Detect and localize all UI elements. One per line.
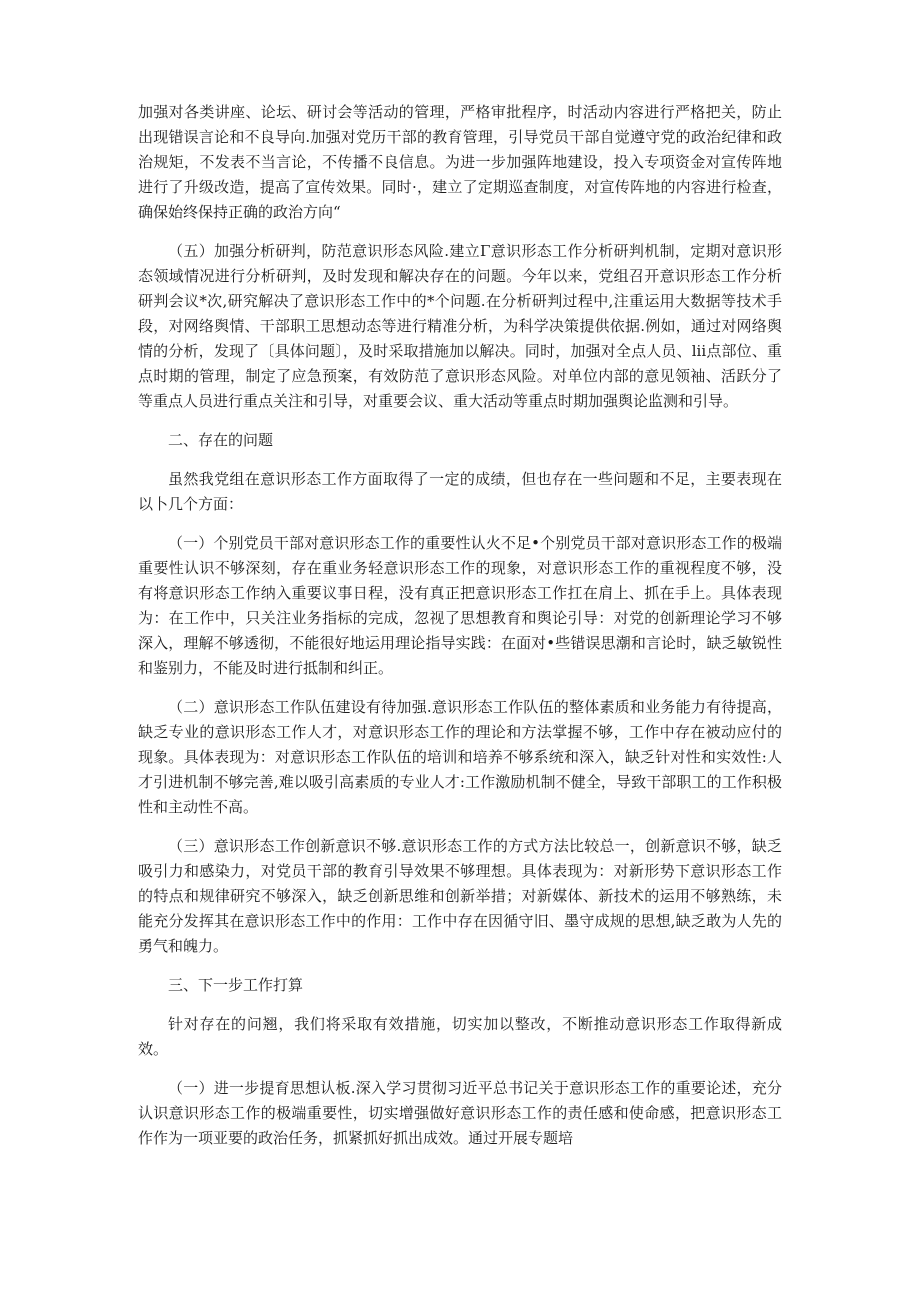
paragraph-problems-intro: 虽然我党组在意识形态工作方面取得了一定的成绩，但也存在一些问题和不足，主要表现在以卜几个方面：	[138, 470, 782, 513]
paragraph-problem-innovation: （三）意识形态工作创新意识不够.意识形态工作的方式方法比较总一，创新意识不够，缺乏吸引力和感染力，对党员干部的教育引导效果不够理想。具体表现为：对新形势下意识形态工作的特点和规律研究不够深入，缺乏创新思维和创新举措；对新媒体、新技术的运用不够熟练，未能充分发挥其在意识形态工作中的作用：工作中存在因循守旧、墨守成规的思想,缺乏敢为人先的勇气和魄力。	[138, 837, 782, 955]
paragraph-problem-team: （二）意识形态工作队伍建设有待加强.意识形态工作队伍的整体素质和业务能力有待提高，缺乏专业的意识形态工作人才，对意识形态工作的理论和方法掌握不够，工作中存在被动应付的现象。具体表现为：对意识形态工作队伍的培训和培养不够系统和深入，缺乏针对性和实效性:人才引进机制不够完善,难以吸引高素质的专业人才:工作激励机制不健全，导致干部职工的工作积极性和主动性不高。	[138, 698, 782, 816]
paragraph-next-step-thinking: （一）进一步提育思想认板.深入学习贯彻习近平总书记关于意识形态工作的重要论述，充分认识意识形态工作的极端重要性，切实增强做好意识形态工作的责任感和使命感，把意识形态工作作为一项亚要的政治任务，抓紧抓好抓出成效。通过开展专题培	[138, 1079, 782, 1147]
document-page	[138, 100, 782, 1165]
paragraph-next-steps-intro: 针对存在的问翘，我们将采取有效措施，切实加以整改，不断推动意识形态工作取得新成效。	[138, 1015, 782, 1058]
paragraph-publicity-management: 加强对各类讲座、论坛、研讨会等活动的管理，严格审批程序，时活动内容进行严格把关，防止出现错误言论和不良导向.加强对党历干部的教育管理，引导党员干部自觉遵守党的政治纪律和政治规矩，不发表不当言论，不传播不良信息。为进一步加强阵地建设，投入专项资金对宣传阵地进行了升级改造，提高了宣传效果。同时·，建立了定期巡查制度，对宣传阵地的内容进行检查，确保始终保持正确的政治方向“	[138, 103, 782, 221]
section-heading-problems: 二、存在的问题	[168, 431, 274, 449]
paragraph-analysis-judgment: （五）加强分析研判，防范意识形态风险.建立Γ意识形态工作分析研判机制，定期对意识形态领域情况进行分析研判，及时发现和解决存在的问题。今年以来，党组召开意识形态工作分析研判会议*次,研究解决了意识形态工作中的*个问题.在分析研判过程中,注重运用大数据等技术手段，对网络舆情、干部职工思想动态等进行精准分析，为科学决策提供依据.例如，通过对网络舆情的分析，发现了〔具体问题〕，及时采取措施加以解决。同时，加强对全点人员、lii点部位、重点时期的管理，制定了应急预案，有效防范了意识形态风险。对单位内部的意见领袖、活跃分了等重点人员进行重点关注和引导，对重要会议、重大活动等重点时期加强舆论监测和引导。	[138, 242, 782, 410]
section-heading-next-steps: 三、下一步工作打算	[168, 976, 304, 994]
paragraph-problem-awareness: （一）个别党员干部对意识形态工作的重要性认火不足•个别党员干部对意识形态工作的极端重要性认识不够深刻，存在重业务轻意识形态工作的现象，对意识形态工作的重视程度不够，没有将意识形态工作纳入重要议事日程，没有真正把意识形态工作扛在肩上、抓在手上。具体表现为：在工作中，只关注业务指标的完成，忽视了思想教育和舆论引导：对党的创新理论学习不够深入，理解不够透彻，不能很好地运用理论指导实践：在面对•些错误思潮和言论时，缺乏敏锐性和鉴别力，不能及时进行抵制和纠正。	[138, 534, 782, 677]
